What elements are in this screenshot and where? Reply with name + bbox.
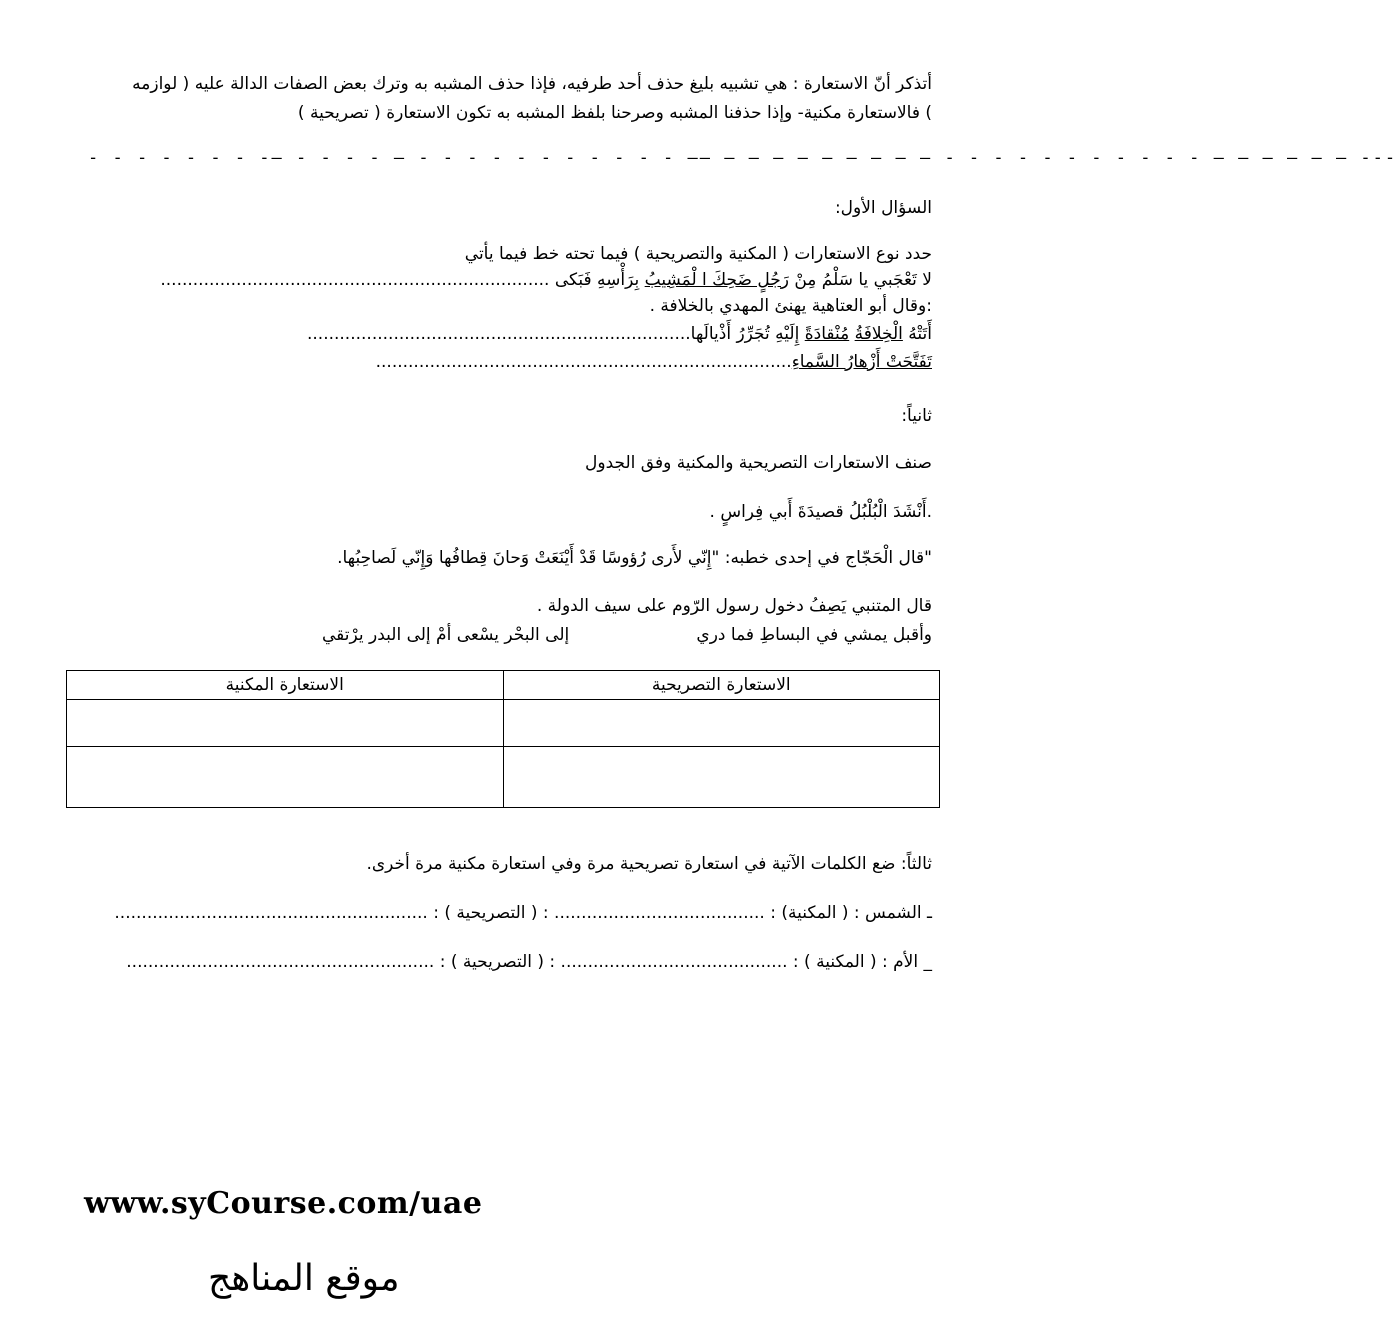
q1-instruction: حدد نوع الاستعارات ( المكنية والتصريحية ) فيما تحته خط فيما يأتي — [464, 244, 932, 264]
q1-heading: السؤال الأول: — [834, 198, 932, 218]
q2-instruction: صنف الاستعارات التصريحية والمكنية وفق الجدول — [585, 453, 932, 473]
q1-item-4 — [376, 350, 932, 374]
answer-cell[interactable] — [503, 700, 940, 747]
q2-sentence-1: .أَنْشَدَ الْبُلْبُلُ قصيدَةَ أَبي فِراسٍ . — [709, 502, 932, 522]
q3-row-sun: ـ الشمس : ( المكنية) : ....................................... : ( التصريحية ) : .......................................................... — [114, 903, 932, 923]
q1-item-3-underlined-2: مُنْقادَةً — [804, 324, 850, 344]
q1-item-1-pre: لا تَعْجَبي يا سَلْمُ مِنْ — [788, 270, 932, 290]
q1-item-4-underlined: تَفَتَّحَتْ أَزْهارُ السَّماءِ — [791, 352, 932, 372]
q3-instruction: ثالثاً: ضع الكلمات الآتية في استعارة تصريحية مرة وفي استعارة مكنية مرة أخرى. — [366, 854, 932, 874]
answer-cell[interactable] — [503, 747, 940, 808]
q1-item-4-post: ............................................................................. — [375, 352, 792, 372]
q2-sentence-2: "قال الْحَجّاج في إحدى خطبه: "إِنّي لأَرى رُؤوسًا قَدْ أَيْنَعَتْ وَحانَ قِطافُها وَإِنّي لَصاحِبُها. — [337, 548, 932, 568]
q3-row-mother: _ الأم : ( المكنية ) : .......................................... : ( التصريحية ) : ......................................................... — [126, 952, 932, 972]
q1-item-1 — [160, 268, 932, 292]
section-separator: - - - - - - - -– - - - - — - - - - - - - - - - - —– — – — — – — – — – - - - - - - - - - - - – — – — – — --- — [88, 148, 1397, 168]
q1-item-3-post: إِلَيْهِ تُجَرِّرُ أَذْيالَها....................................................................... — [306, 324, 805, 344]
q2-sentence-3: قال المتنبي يَصِفُ دخول رسول الرّوم على سيف الدولة . — [536, 596, 932, 616]
q1-item-3-underlined-1: الْخِلافَةُ — [854, 324, 903, 344]
column-header-explicit: الاستعارة التصريحية — [503, 671, 940, 700]
q2-heading: ثانياً: — [901, 406, 932, 426]
intro-line-2: ) فالاستعارة مكنية- وإذا حذفنا المشبه وصرحنا بلفظ المشبه به تكون الاستعارة ( تصريحية ) — [297, 103, 932, 123]
q1-item-1-underlined: رَجُلٍ ضَحِكَ ا لْمَشِيبُ — [644, 270, 789, 290]
intro-line-1: أتذكر أنّ الاستعارة : هي تشبيه بليغ حذف أحد طرفيه، فإذا حذف المشبه به وترك بعض الصفات الدالة عليه ( لوازمه — [132, 74, 932, 94]
q1-item-1-post: بِرَأْسِهِ فَبَكى ........................................................................ — [160, 270, 645, 290]
q1-item-3 — [307, 322, 932, 346]
q2-verse-second-half: إلى البحْر يسْعى أمْ إلى البدر يرْتقي — [322, 625, 570, 645]
footer-site-name: موقع المناهج — [208, 1258, 400, 1299]
column-header-implicit: الاستعارة المكنية — [67, 671, 504, 700]
q1-item-3-pre: أَتَتْهُ — [902, 324, 932, 344]
q1-item-2: :وقال أبو العتاهية يهنئ المهدي بالخلافة . — [649, 296, 932, 316]
q2-verse-first-half: وأقبل يمشي في البساطِ فما دري — [696, 625, 932, 645]
answer-cell[interactable] — [67, 700, 504, 747]
answer-cell[interactable] — [67, 747, 504, 808]
footer-url: www.syCourse.com/uae — [84, 1186, 483, 1221]
classification-table — [66, 670, 940, 808]
